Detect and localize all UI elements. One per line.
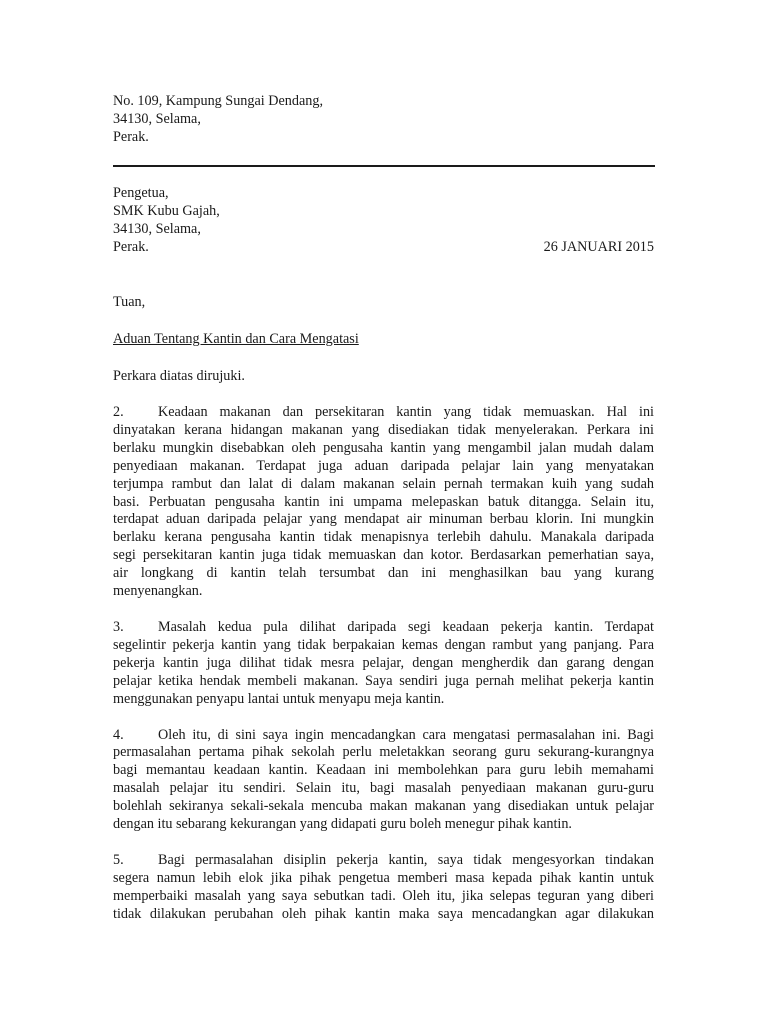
paragraph-text: tidak dilakukan perubahan oleh pihak kantin maka saya mencadangkan agar dilakukan [113,905,654,922]
paragraph-line [113,870,654,888]
paragraph-text: bagi memantau keadaan kantin. Keadaan ini membolehkan para guru lebih memahami [113,762,654,779]
paragraph-text: masalah pelajar itu sendiri. Selain itu, bagi masalah penyediaan makanan guru-guru [113,780,654,797]
paragraph-line [113,655,654,673]
paragraph-line [113,511,654,529]
recipient-date-row [113,238,654,256]
paragraph-text: berlaku mungkin disebabkan oleh pengusaha kantin yang mengambil jalan mudah dalam [113,439,654,456]
paragraph-line [113,547,654,565]
paragraph-line [113,583,654,601]
paragraph-line [113,494,654,512]
horizontal-divider [113,165,655,167]
paragraph-line [113,816,654,834]
body-paragraph [113,404,654,601]
paragraph-text: berlaku kerana pengusaha kantin tidak menapisnya terlebih dahulu. Manakala daripada [113,529,654,546]
paragraph-number: 5. [113,851,124,868]
letter-body [113,404,654,924]
letter-page [113,92,654,924]
paragraph-number: 4. [113,726,124,743]
sender-address [113,92,654,146]
paragraph-line [113,906,654,924]
paragraph-number: 2. [113,404,124,420]
recipient-address-line: Pengetua, [113,185,169,201]
paragraph-text: Bagi permasalahan disiplin pekerja kantin, saya tidak mengesyorkan tindakan [158,851,654,868]
paragraph-text: dengan itu sebarang kekurangan yang didapati guru boleh menegur pihak kantin. [113,816,572,833]
recipient-address-line: Perak. [113,239,149,255]
paragraph-line [113,780,654,798]
body-paragraph [113,619,654,709]
paragraph-text: segera namun lebih elok jika pihak pengetua memberi masa kepada pihak kantin untuk [113,869,654,886]
paragraph-text: pekerja kantin juga dilihat tidak mesra pelajar, dengan mengherdik dan garang dengan [113,654,654,671]
paragraph-text: terjumpa rambut dan lalat di dalam makanan selain pernah termakan kuih yang sudah [113,475,654,492]
paragraph-line [113,852,654,870]
paragraph-line [113,476,654,494]
paragraph-line [113,888,654,906]
paragraph-line [113,691,654,709]
recipient-address [113,184,654,256]
paragraph-text: memperbaiki masalah yang saya sebutkan tadi. Oleh itu, jika selepas teguran yang diberi [113,887,654,904]
paragraph-text: Keadaan makanan dan persekitaran kantin yang tidak memuaskan. Hal ini [158,404,654,420]
paragraph-line [113,404,654,422]
paragraph-line [113,798,654,816]
paragraph-text: Masalah kedua pula dilihat daripada segi keadaan pekerja kantin. Terdapat [158,618,654,635]
paragraph-line [113,744,654,762]
paragraph-line [113,422,654,440]
paragraph-text: dinyatakan kerana hidangan makanan yang disediakan tidak menyelerakan. Perkara ini [113,421,654,438]
paragraph-text: segi persekitaran kantin juga tidak memuaskan dan kotor. Berdasarkan pemerhatian saya, [113,547,654,564]
reference-line: Perkara diatas dirujuki. [113,368,245,384]
paragraph-number: 3. [113,618,124,635]
paragraph-line [113,727,654,745]
paragraph-text: pelajar ketika hendak membeli makanan. Saya sendiri juga pernah melihat pekerja kantin [113,672,654,689]
paragraph-text: basi. Perbuatan pengusaha kantin ini umpama melepaskan batuk ditangga. Selain itu, [113,493,654,510]
sender-address-line: Perak. [113,129,149,145]
paragraph-line [113,529,654,547]
paragraph-line [113,458,654,476]
paragraph-line [113,619,654,637]
paragraph-text: air longkang di kantin telah tersumbat dan ini menghasilkan bau yang kurang [113,565,654,582]
letter-date: 26 JANUARI 2015 [543,239,654,255]
paragraph-line [113,637,654,655]
recipient-address-line: SMK Kubu Gajah, [113,203,220,219]
recipient-address-line: 34130, Selama, [113,221,201,237]
paragraph-text: terdapat aduan daripada pelajar yang mendapat air minuman berbau klorin. Ini mungkin [113,511,654,528]
body-paragraph [113,852,654,924]
paragraph-text: bolehlah sekiranya sekali-sekala mencuba makan makanan yang disediakan untuk pelajar [113,798,654,815]
sender-address-line: 34130, Selama, [113,111,201,127]
paragraph-line [113,673,654,691]
paragraph-line [113,565,654,583]
salutation: Tuan, [113,294,146,310]
paragraph-line [113,762,654,780]
letter-subject: Aduan Tentang Kantin dan Cara Mengatasi [113,331,359,347]
sender-address-line: No. 109, Kampung Sungai Dendang, [113,93,324,109]
paragraph-text: permasalahan pertama pihak sekolah perlu meletakkan seorang guru sekurang-kurangnya [113,744,654,761]
paragraph-text: segelintir pekerja kantin yang tidak berpakaian kemas dengan rambut yang panjang. Para [113,636,654,653]
paragraph-line [113,440,654,458]
paragraph-text: penyediaan makanan. Terdapat juga aduan daripada pelajar lain yang menyatakan [113,457,654,474]
paragraph-text: menggunakan penyapu lantai untuk menyapu meja kantin. [113,690,445,707]
paragraph-text: menyenangkan. [113,583,203,600]
body-paragraph [113,727,654,834]
paragraph-text: Oleh itu, di sini saya ingin mencadangkan cara mengatasi permasalahan ini. Bagi [158,726,654,743]
